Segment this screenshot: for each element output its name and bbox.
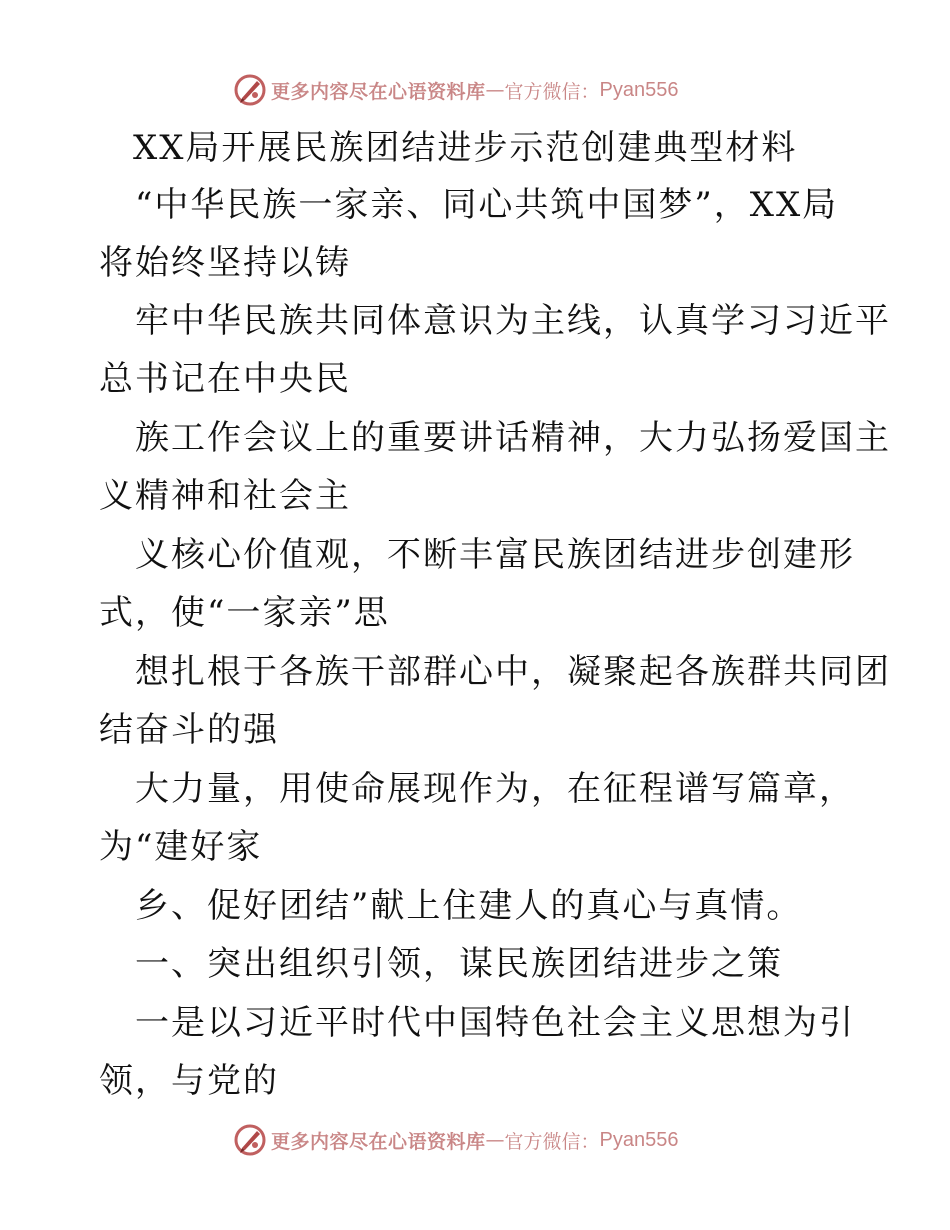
text-line: 想扎根于各族干部群心中，凝聚起各族群共同团 <box>135 652 891 692</box>
text-line: 总书记在中央民 <box>99 359 351 399</box>
text-line: 将始终坚持以铸 <box>99 243 351 283</box>
text-line: 结奋斗的强 <box>99 710 279 750</box>
text-line: 领，与党的 <box>99 1061 279 1101</box>
document-title: XX局开展民族团结进步示范创建典型材料 <box>133 128 798 168</box>
text-line: 牢中华民族共同体意识为主线，认真学习习近平 <box>135 301 891 341</box>
footer-wechat-id: Pyan556 <box>599 1128 679 1151</box>
text-line: 义精神和社会主 <box>99 476 351 516</box>
header-site-text: 更多内容尽在心语资料库 <box>271 80 486 103</box>
text-line: “中华民族一家亲、同心共筑中国梦”，XX局 <box>135 185 839 225</box>
text-line: 式，使“一家亲”思 <box>99 593 390 633</box>
text-line: 为“建好家 <box>99 827 263 867</box>
section-heading: 一、突出组织引领，谋民族团结进步之策 <box>135 944 783 984</box>
text-line: 大力量，用使命展现作为，在征程谱写篇章， <box>135 769 855 809</box>
footer-banner <box>0 1120 950 1160</box>
footer-site-text: 更多内容尽在心语资料库 <box>271 1130 486 1153</box>
text-line: 一是以习近平时代中国特色社会主义思想为引 <box>135 1003 855 1043</box>
header-banner <box>0 70 950 110</box>
text-line: 义核心价值观，不断丰富民族团结进步创建形 <box>135 535 855 575</box>
quill-pen-logo-icon <box>233 1123 267 1157</box>
header-wechat-label: 官方微信： <box>504 80 600 103</box>
header-banner-content <box>233 70 679 110</box>
text-line: 族工作会议上的重要讲话精神，大力弘扬爱国主 <box>135 418 891 458</box>
quill-pen-logo-icon <box>233 73 267 107</box>
header-dash: — <box>485 79 505 101</box>
footer-banner-content <box>233 1120 679 1160</box>
text-line: 乡、促好团结”献上住建人的真心与真情。 <box>135 886 803 926</box>
header-wechat-id: Pyan556 <box>599 78 679 101</box>
footer-dash: — <box>485 1129 505 1151</box>
footer-wechat-label: 官方微信： <box>504 1130 600 1153</box>
